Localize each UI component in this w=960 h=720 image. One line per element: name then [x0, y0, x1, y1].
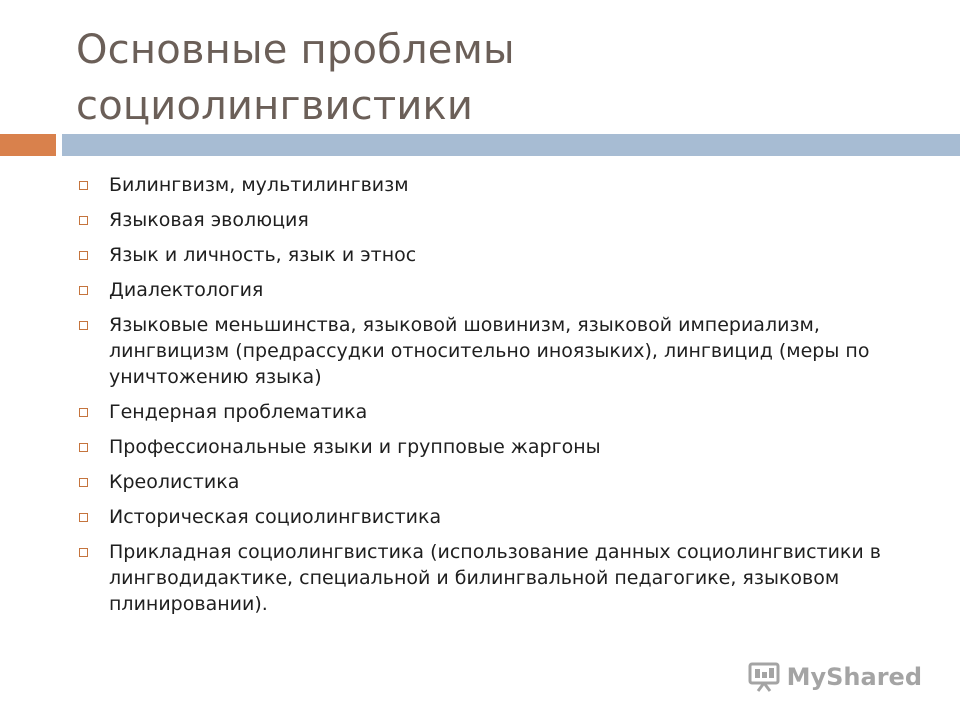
hollow-square-icon: [79, 478, 88, 487]
list-item-text: Языковые меньшинства, языковой шовинизм, языковой империализм, лингвицизм (предрассудки относительно иноязыких), лингвицид (меры по уничтожению языка): [109, 314, 870, 388]
list-item-text: Прикладная социолингвистика (использование данных социолингвистики в лингводидактике, специальной и билингвальной педагогике, языковом плинировании).: [109, 541, 881, 615]
presentation-board-icon: [747, 662, 781, 692]
hollow-square-icon: [79, 443, 88, 452]
list-item-text: Креолистика: [109, 471, 240, 493]
list-item-text: Историческая социолингвистика: [109, 506, 442, 528]
list-item: [76, 312, 936, 390]
bullet-list: [76, 172, 936, 626]
list-item-text: Диалектология: [109, 279, 264, 301]
list-item: [76, 172, 936, 198]
slide-title: [76, 22, 896, 134]
hollow-square-icon: [79, 408, 88, 417]
list-item: [76, 434, 936, 460]
slide-title-line-1: Основные проблемы: [76, 27, 515, 73]
watermark-logo: [747, 662, 922, 692]
hollow-square-icon: [79, 286, 88, 295]
list-item-text: Язык и личность, язык и этнос: [109, 244, 417, 266]
list-item: [76, 277, 936, 303]
list-item-text: Языковая эволюция: [109, 209, 309, 231]
title-accent-bar-blue: [62, 134, 960, 156]
list-item: [76, 399, 936, 425]
title-accent-bar-orange: [0, 134, 56, 156]
list-item: [76, 539, 936, 617]
slide-title-line-2: социолингвистики: [76, 83, 474, 129]
list-item: [76, 207, 936, 233]
hollow-square-icon: [79, 216, 88, 225]
list-item-text: Профессиональные языки и групповые жаргоны: [109, 436, 601, 458]
hollow-square-icon: [79, 548, 88, 557]
hollow-square-icon: [79, 181, 88, 190]
hollow-square-icon: [79, 321, 88, 330]
list-item: [76, 504, 936, 530]
list-item-text: Гендерная проблематика: [109, 401, 368, 423]
hollow-square-icon: [79, 513, 88, 522]
hollow-square-icon: [79, 251, 88, 260]
list-item: [76, 242, 936, 268]
list-item: [76, 469, 936, 495]
watermark-text: MyShared: [786, 663, 922, 691]
list-item-text: Билингвизм, мультилингвизм: [109, 174, 409, 196]
